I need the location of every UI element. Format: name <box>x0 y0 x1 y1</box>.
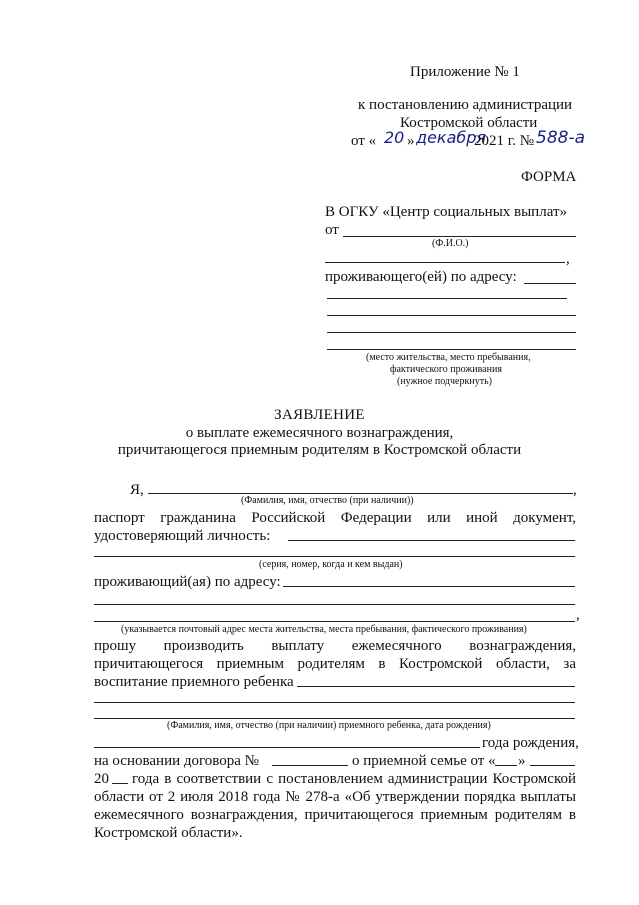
body-request-line-3: воспитание приемного ребенка <box>94 674 294 690</box>
body-birth-year-line[interactable] <box>94 747 480 748</box>
body-request-line-1: прошу производить выплату ежемесячного вознаграждения, <box>94 638 576 654</box>
body-ya-label: Я, <box>130 482 144 498</box>
body-identity-label: удостоверяющий личность: <box>94 528 271 544</box>
body-identity-line[interactable] <box>288 540 575 541</box>
fio-caption: (Ф.И.О.) <box>432 238 469 249</box>
body-child-line-3[interactable] <box>94 718 575 719</box>
address-caption-3: (нужное подчеркнуть) <box>397 376 492 387</box>
body-residing-label: проживающий(ая) по адресу: <box>94 574 281 590</box>
appendix-date-prefix: от « <box>351 133 377 149</box>
body-year-line[interactable] <box>112 783 128 784</box>
addressee-comma: , <box>566 251 570 267</box>
appendix-decree-line: к постановлению администрации <box>358 97 573 113</box>
body-name-caption: (Фамилия, имя, отчество (при наличии)) <box>241 495 414 506</box>
document-title: ЗАЯВЛЕНИЕ <box>274 407 365 423</box>
body-contract-number-line[interactable] <box>272 765 348 766</box>
body-final-line-1: области от 2 июля 2018 года № 278-а «Об утверждении порядка выплаты <box>94 789 576 805</box>
body-passport-line: паспорт гражданина Российской Федерации или иной документ, <box>94 510 576 526</box>
date-quote-close: » <box>407 133 415 149</box>
body-document-caption: (серия, номер, когда и кем выдан) <box>259 559 403 570</box>
handwritten-number: 588-а <box>536 128 585 148</box>
appendix-year-number: 2021 г. № <box>474 133 535 149</box>
handwritten-day: 20 <box>384 128 405 147</box>
body-year-prefix: 20 <box>94 771 109 787</box>
body-address-line-3[interactable] <box>94 621 575 622</box>
body-request-line-2: причитающегося приемным родителям в Костромской области, за <box>94 656 576 672</box>
body-child-line-2[interactable] <box>94 702 575 703</box>
body-name-comma: , <box>573 482 577 498</box>
body-contract-label: на основании договора № <box>94 753 259 769</box>
body-document-line[interactable] <box>94 556 575 557</box>
address-line-3[interactable] <box>327 315 576 316</box>
body-address-line-1[interactable] <box>283 586 575 587</box>
body-birth-year-label: года рождения, <box>482 735 579 751</box>
form-label: ФОРМА <box>521 169 577 185</box>
applicant-name-line[interactable] <box>343 236 576 237</box>
appendix-title: Приложение № 1 <box>410 64 520 80</box>
appendix-region-line: Костромской области <box>400 115 538 131</box>
handwritten-month: декабря <box>416 128 487 147</box>
addressee-residing-label: проживающего(ей) по адресу: <box>325 269 517 285</box>
body-year-rest: года в соответствии с постановлением администрации Костромской <box>132 771 576 787</box>
body-address-line-2[interactable] <box>94 604 575 605</box>
body-contract-day-line[interactable] <box>495 765 517 766</box>
body-address-comma: , <box>576 607 580 623</box>
address-line-4[interactable] <box>327 332 576 333</box>
address-caption-1: (место жительства, место пребывания, <box>366 352 531 363</box>
body-child-line-1[interactable] <box>297 686 575 687</box>
address-caption-2: фактического проживания <box>390 364 502 375</box>
body-child-caption: (Фамилия, имя, отчество (при наличии) приемного ребенка, дата рождения) <box>167 720 491 731</box>
address-line-5[interactable] <box>327 349 576 350</box>
addressee-from-label: от <box>325 222 339 238</box>
address-line-2[interactable] <box>327 298 567 299</box>
body-contract-date-label: о приемной семье от « <box>352 753 496 769</box>
body-address-caption: (указывается почтовый адрес места жительства, места пребывания, фактического проживания) <box>121 624 527 635</box>
addressee-to: В ОГКУ «Центр социальных выплат» <box>325 204 568 220</box>
body-name-line[interactable] <box>148 493 573 494</box>
document-subtitle-2: причитающегося приемным родителям в Костромской области <box>117 442 522 458</box>
body-final-line-2: ежемесячного вознаграждения, причитающегося приемным родителям в <box>94 807 576 823</box>
body-final-line-3: Костромской области». <box>94 825 243 841</box>
applicant-name-line-2[interactable] <box>325 262 565 263</box>
document-subtitle-1: о выплате ежемесячного вознаграждения, <box>185 425 454 441</box>
body-contract-quote-close: » <box>518 753 526 769</box>
body-contract-month-line[interactable] <box>530 765 575 766</box>
address-line-1[interactable] <box>524 283 576 284</box>
